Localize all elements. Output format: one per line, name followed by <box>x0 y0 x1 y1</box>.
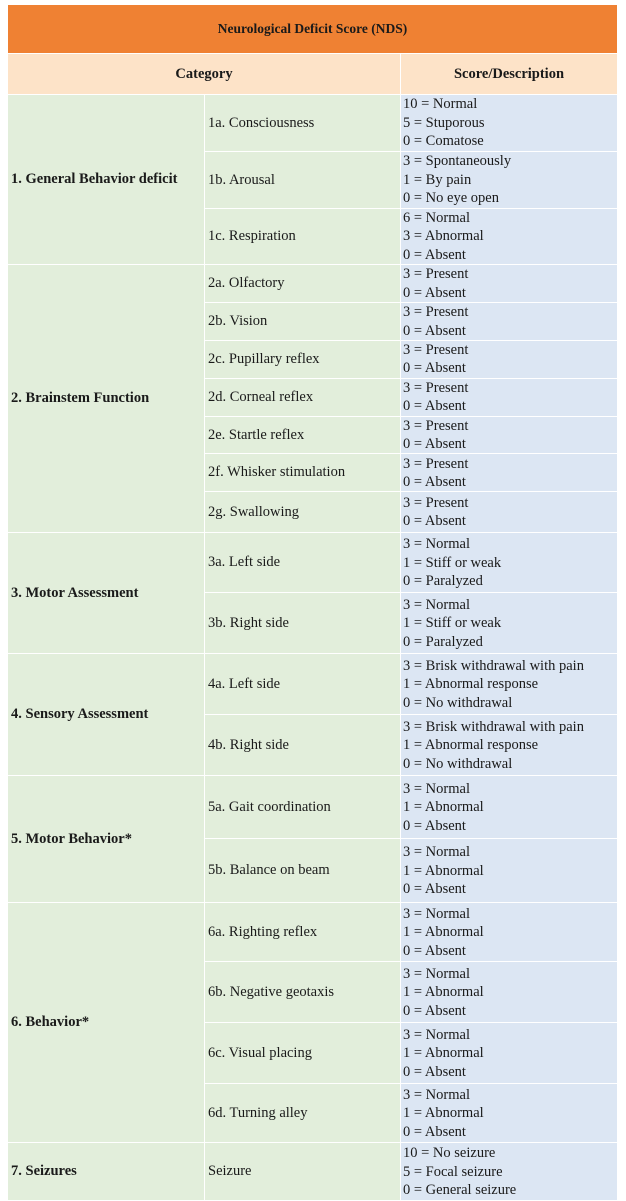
score-line: 0 = Absent <box>403 322 466 339</box>
score-line: 1 = By pain <box>403 171 472 188</box>
table-row <box>8 95 618 152</box>
score-line: 0 = Absent <box>403 942 466 959</box>
score-description-cell <box>401 416 618 454</box>
score-description-cell <box>401 1143 618 1201</box>
score-line: 1 = Abnormal <box>403 862 484 879</box>
subcategory-label: 4b. Right side <box>205 715 401 776</box>
subcategory-label: 6d. Turning alley <box>205 1084 401 1143</box>
score-line: 0 = No eye open <box>403 190 499 207</box>
score-line: 0 = General seizure <box>403 1182 517 1199</box>
score-description-cell <box>401 454 618 492</box>
score-line: 3 = Brisk withdrawal with pain <box>403 718 584 735</box>
category-group-label: 3. Motor Assessment <box>8 533 205 654</box>
score-line: 3 = Present <box>403 342 469 359</box>
score-description-cell <box>401 152 618 209</box>
category-group-label: 7. Seizures <box>8 1143 205 1201</box>
score-line: 3 = Spontaneously <box>403 153 512 170</box>
score-line: 1 = Stiff or weak <box>403 554 502 571</box>
score-line: 0 = Absent <box>403 817 466 834</box>
category-group-label: 4. Sensory Assessment <box>8 654 205 776</box>
score-description-cell <box>401 776 618 839</box>
score-line: 3 = Present <box>403 266 469 283</box>
subcategory-label: 3a. Left side <box>205 533 401 593</box>
score-line: 0 = Absent <box>403 360 466 377</box>
score-description-cell <box>401 654 618 715</box>
table-row <box>8 533 618 593</box>
score-description-cell <box>401 1023 618 1084</box>
nds-table <box>7 4 618 1201</box>
category-group-label: 6. Behavior* <box>8 903 205 1143</box>
subcategory-label: 1c. Respiration <box>205 209 401 265</box>
score-description-cell <box>401 962 618 1023</box>
score-line: 3 = Brisk withdrawal with pain <box>403 657 584 674</box>
score-line: 0 = No withdrawal <box>403 694 513 711</box>
score-line: 5 = Stuporous <box>403 114 485 131</box>
subcategory-label: 1a. Consciousness <box>205 95 401 152</box>
category-group-label: 1. General Behavior deficit <box>8 95 205 265</box>
score-line: 3 = Present <box>403 495 469 512</box>
score-description-cell <box>401 903 618 962</box>
score-line: 0 = Absent <box>403 436 466 453</box>
score-header: Score/Description <box>401 54 618 95</box>
score-line: 0 = Absent <box>403 246 466 263</box>
score-line: 1 = Stiff or weak <box>403 615 502 632</box>
score-line: 3 = Normal <box>403 1026 470 1043</box>
subcategory-label: 2f. Whisker stimulation <box>205 454 401 492</box>
score-description-cell <box>401 492 618 533</box>
subcategory-label: 5b. Balance on beam <box>205 839 401 903</box>
subcategory-label: 2e. Startle reflex <box>205 416 401 454</box>
score-line: 1 = Abnormal <box>403 984 484 1001</box>
score-description-cell <box>401 378 618 416</box>
score-description-cell <box>401 593 618 654</box>
score-line: 0 = Absent <box>403 881 466 898</box>
score-line: 0 = Absent <box>403 398 466 415</box>
subcategory-label: 6a. Righting reflex <box>205 903 401 962</box>
score-line: 10 = No seizure <box>403 1145 496 1162</box>
category-group-label: 5. Motor Behavior* <box>8 776 205 903</box>
subcategory-label: 2d. Corneal reflex <box>205 378 401 416</box>
score-line: 5 = Focal seizure <box>403 1163 503 1180</box>
subcategory-label: 6b. Negative geotaxis <box>205 962 401 1023</box>
nds-table-body <box>8 5 618 1201</box>
subcategory-label: 4a. Left side <box>205 654 401 715</box>
score-line: 3 = Normal <box>403 1086 470 1103</box>
score-line: 1 = Abnormal <box>403 1045 484 1062</box>
score-line: 3 = Present <box>403 417 469 434</box>
score-description-cell <box>401 533 618 593</box>
score-line: 0 = Absent <box>403 513 466 530</box>
table-row <box>8 265 618 303</box>
score-line: 3 = Normal <box>403 596 470 613</box>
score-description-cell <box>401 265 618 303</box>
score-line: 0 = Paralyzed <box>403 573 483 590</box>
score-line: 0 = Absent <box>403 1123 466 1140</box>
score-line: 1 = Abnormal <box>403 924 484 941</box>
score-line: 1 = Abnormal response <box>403 676 539 693</box>
score-line: 0 = Absent <box>403 284 466 301</box>
subcategory-label: 2g. Swallowing <box>205 492 401 533</box>
header-row <box>8 54 618 95</box>
score-line: 0 = Paralyzed <box>403 633 483 650</box>
score-line: 3 = Normal <box>403 844 470 861</box>
score-line: 3 = Present <box>403 379 469 396</box>
score-line: 3 = Abnormal <box>403 228 484 245</box>
score-line: 3 = Present <box>403 304 469 321</box>
score-line: 0 = Comatose <box>403 133 484 150</box>
table-row <box>8 903 618 962</box>
table-row <box>8 1143 618 1201</box>
category-header: Category <box>8 54 401 95</box>
score-line: 3 = Normal <box>403 965 470 982</box>
score-line: 3 = Normal <box>403 536 470 553</box>
subcategory-label: 6c. Visual placing <box>205 1023 401 1084</box>
score-description-cell <box>401 839 618 903</box>
subcategory-label: 3b. Right side <box>205 593 401 654</box>
title-row <box>8 5 618 54</box>
subcategory-label: 2b. Vision <box>205 303 401 341</box>
score-line: 3 = Normal <box>403 905 470 922</box>
score-description-cell <box>401 303 618 341</box>
subcategory-label: 1b. Arousal <box>205 152 401 209</box>
score-description-cell <box>401 95 618 152</box>
score-line: 3 = Present <box>403 455 469 472</box>
score-line: 1 = Abnormal <box>403 1105 484 1122</box>
table-row <box>8 776 618 839</box>
score-line: 0 = Absent <box>403 1063 466 1080</box>
subcategory-label: 2a. Olfactory <box>205 265 401 303</box>
score-description-cell <box>401 209 618 265</box>
score-line: 3 = Normal <box>403 780 470 797</box>
table-row <box>8 654 618 715</box>
score-line: 1 = Abnormal response <box>403 737 539 754</box>
subcategory-label: Seizure <box>205 1143 401 1201</box>
subcategory-label: 2c. Pupillary reflex <box>205 341 401 379</box>
score-description-cell <box>401 715 618 776</box>
category-group-label: 2. Brainstem Function <box>8 265 205 533</box>
subcategory-label: 5a. Gait coordination <box>205 776 401 839</box>
table-title: Neurological Deficit Score (NDS) <box>8 5 618 54</box>
score-line: 0 = Absent <box>403 1002 466 1019</box>
score-line: 6 = Normal <box>403 210 470 226</box>
score-description-cell <box>401 1084 618 1143</box>
score-line: 0 = Absent <box>403 473 466 490</box>
score-line: 0 = No withdrawal <box>403 755 513 772</box>
score-line: 1 = Abnormal <box>403 799 484 816</box>
score-line: 10 = Normal <box>403 96 478 113</box>
score-description-cell <box>401 341 618 379</box>
